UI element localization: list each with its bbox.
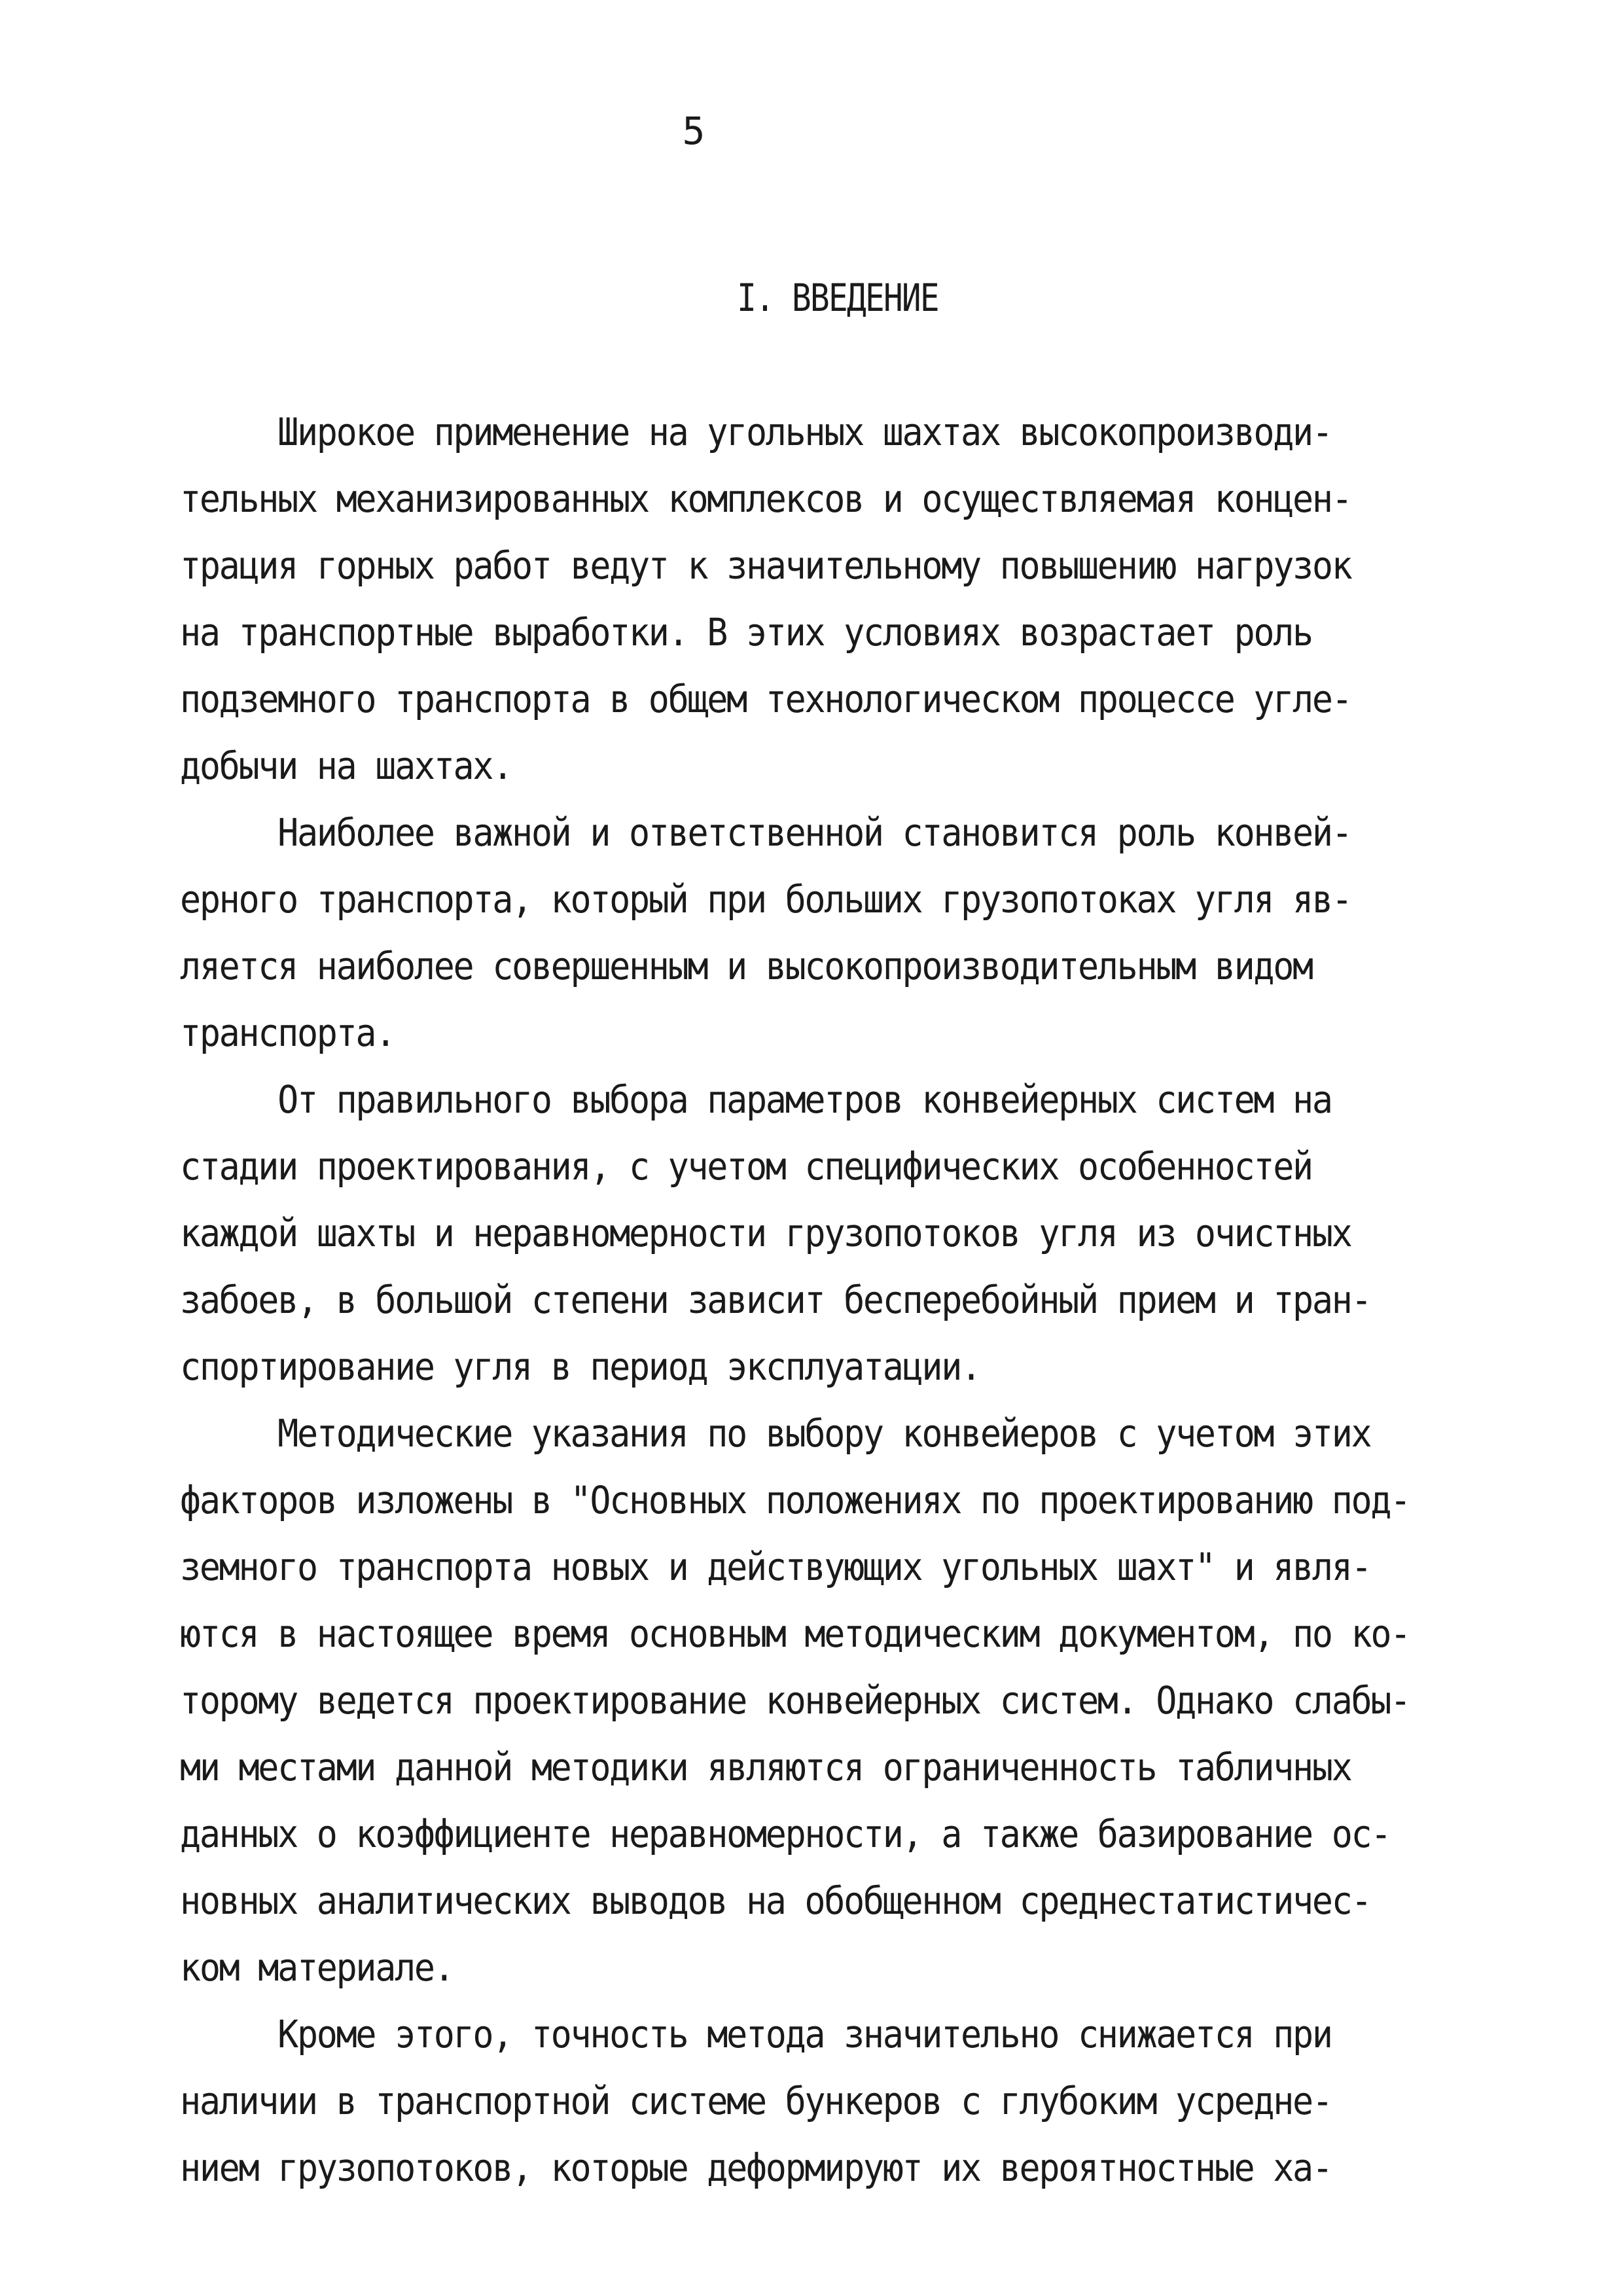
page-number: 5 bbox=[682, 109, 705, 153]
text-line: подземного транспорта в общем технологическом процессе угле- bbox=[180, 677, 1351, 721]
text-line: От правильного выбора параметров конвейерных систем на bbox=[180, 1077, 1332, 1122]
text-line: забоев, в большой степени зависит бесперебойный прием и тран- bbox=[180, 1278, 1371, 1322]
text-line: торому ведется проектирование конвейерных систем. Однако слабы- bbox=[180, 1678, 1410, 1723]
text-line: спортирование угля в период эксплуатации. bbox=[180, 1344, 980, 1389]
text-line: стадии проектирования, с учетом специфических особенностей bbox=[180, 1144, 1312, 1189]
text-line: ются в настоящее время основным методическим документом, по ко- bbox=[180, 1611, 1410, 1656]
text-line: добычи на шахтах. bbox=[180, 744, 512, 788]
text-line: Наиболее важной и ответственной становится роль конвей- bbox=[180, 810, 1351, 855]
text-line: Кроме этого, точность метода значительно снижается при bbox=[180, 2012, 1332, 2056]
text-line: наличии в транспортной системе бункеров с глубоким усредне- bbox=[180, 2079, 1332, 2123]
section-heading: I. ВВЕДЕНИЕ bbox=[737, 276, 938, 320]
text-line: тельных механизированных комплексов и осуществляемая концен- bbox=[180, 476, 1351, 521]
text-line: данных о коэффициенте неравномерности, а также базирование ос- bbox=[180, 1812, 1391, 1856]
text-line: Широкое применение на угольных шахтах высокопроизводи- bbox=[180, 410, 1332, 454]
text-line: новных аналитических выводов на обобщенном среднестатистичес- bbox=[180, 1878, 1371, 1923]
text-line: транспорта. bbox=[180, 1011, 395, 1055]
text-line: Методические указания по выбору конвейеров с учетом этих bbox=[180, 1411, 1371, 1456]
text-line: ерного транспорта, который при больших грузопотоках угля яв- bbox=[180, 877, 1351, 922]
text-line: земного транспорта новых и действующих угольных шахт" и явля- bbox=[180, 1545, 1371, 1589]
text-line: каждой шахты и неравномерности грузопотоков угля из очистных bbox=[180, 1211, 1351, 1255]
text-line: трация горных работ ведут к значительному повышению нагрузок bbox=[180, 543, 1351, 588]
text-line: на транспортные выработки. В этих условиях возрастает роль bbox=[180, 610, 1312, 655]
text-line: ми местами данной методики являются ограниченность табличных bbox=[180, 1745, 1351, 1789]
text-line: нием грузопотоков, которые деформируют их вероятностные ха- bbox=[180, 2145, 1332, 2190]
text-line: ком материале. bbox=[180, 1945, 454, 1990]
text-line: факторов изложены в "Основных положениях по проектированию под- bbox=[180, 1478, 1410, 1522]
text-line: ляется наиболее совершенным и высокопроизводительным видом bbox=[180, 944, 1312, 988]
